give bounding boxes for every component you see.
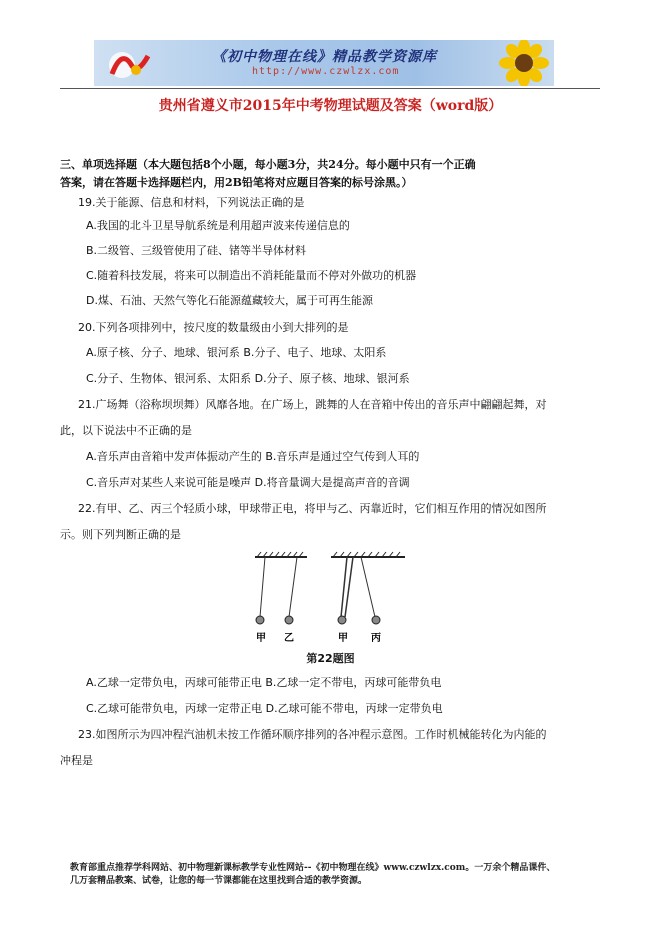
q19-option-a: A.我国的北斗卫星导航系统是利用超声波来传递信息的 bbox=[86, 219, 350, 232]
footer-line1: 教育部重点推荐学科网站、初中物理新课标教学专业性网站--《初中物理在线》www.czwlzx.com。一万余个精品课件、 bbox=[70, 863, 556, 873]
q22-stem-line2: 示。则下列判断正确的是 bbox=[60, 528, 181, 541]
q20-options-ab: A.原子核、分子、地球、银河系 B.分子、电子、地球、太阳系 bbox=[86, 346, 387, 359]
ball-jia-right bbox=[338, 616, 346, 624]
q22-options-ab: A.乙球一定带负电，丙球可能带正电 B.乙球一定不带电，丙球可能带负电 bbox=[86, 676, 442, 689]
q21-stem-line1: 21.广场舞（浴称坝坝舞）风靡各地。在广场上，跳舞的人在音箱中传出的音乐声中翩翩起舞，对 bbox=[78, 398, 547, 411]
ball-yi bbox=[285, 616, 293, 624]
footer-line2: 几万套精品教案、试卷，让您的每一节课都能在这里找到合适的教学资源。 bbox=[70, 876, 368, 886]
document-title: 贵州省遵义市2015年中考物理试题及答案（word版） bbox=[158, 98, 503, 114]
q21-options-ab: A.音乐声由音箱中发声体振动产生的 B.音乐声是通过空气传到人耳的 bbox=[86, 450, 420, 463]
section-heading-line2: 答案，请在答题卡选择题栏内，用2B铅笔将对应题目答案的标号涂黑。） bbox=[60, 176, 413, 189]
label-jia-right: 甲 bbox=[338, 633, 348, 644]
banner-title: 《初中物理在线》精品教学资源库 bbox=[212, 49, 437, 65]
ball-jia-left bbox=[256, 616, 264, 624]
q22-figure bbox=[245, 547, 417, 667]
q19-option-c: C.随着科技发展，将来可以制造出不消耗能量而不停对外做功的机器 bbox=[86, 269, 417, 282]
q22-options-cd: C.乙球可能带负电，丙球一定带正电 D.乙球可能不带电，丙球一定带负电 bbox=[86, 702, 443, 715]
label-yi: 乙 bbox=[284, 633, 294, 644]
q22-figure-caption: 第22题图 bbox=[306, 652, 355, 665]
q21-stem-line2: 此，以下说法中不正确的是 bbox=[60, 424, 192, 437]
q22-stem-line1: 22.有甲、乙、丙三个轻质小球，甲球带正电，将甲与乙、丙靠近时，它们相互作用的情况如图所 bbox=[78, 502, 547, 515]
q21-options-cd: C.音乐声对某些人来说可能是噪声 D.将音量调大是提高声音的音调 bbox=[86, 476, 410, 489]
q23-stem-line1: 23.如图所示为四冲程汽油机未按工作循环顺序排列的各冲程示意图。工作时机械能转化为内能的 bbox=[78, 728, 547, 741]
right-support-bar bbox=[331, 552, 405, 557]
ball-bing bbox=[372, 616, 380, 624]
q19-option-b: B.二级管、三级管使用了硅、锗等半导体材料 bbox=[86, 244, 307, 257]
q20-options-cd: C.分子、生物体、银河系、太阳系 D.分子、原子核、地球、银河系 bbox=[86, 372, 410, 385]
site-logo-icon bbox=[108, 46, 152, 80]
label-jia-left: 甲 bbox=[256, 633, 266, 644]
q23-stem-line2: 冲程是 bbox=[60, 754, 93, 767]
header-divider bbox=[60, 88, 600, 89]
section-heading-line1: 三、单项选择题（本大题包括8个小题，每小题3分，共24分。每小题中只有一个正确 bbox=[60, 158, 476, 171]
q20-stem: 20.下列各项排列中，按尺度的数量级由小到大排列的是 bbox=[78, 321, 349, 334]
page-footer bbox=[70, 862, 610, 888]
label-bing: 丙 bbox=[371, 633, 381, 644]
q19-stem: 19.关于能源、信息和材料，下列说法正确的是 bbox=[78, 196, 305, 209]
sunflower-image bbox=[492, 40, 552, 86]
header-banner bbox=[94, 40, 554, 86]
left-support-bar bbox=[255, 552, 307, 557]
banner-url[interactable]: http://www.czwlzx.com bbox=[252, 66, 400, 77]
q19-option-d: D.煤、石油、天然气等化石能源蕴藏较大，属于可再生能源 bbox=[86, 294, 373, 307]
